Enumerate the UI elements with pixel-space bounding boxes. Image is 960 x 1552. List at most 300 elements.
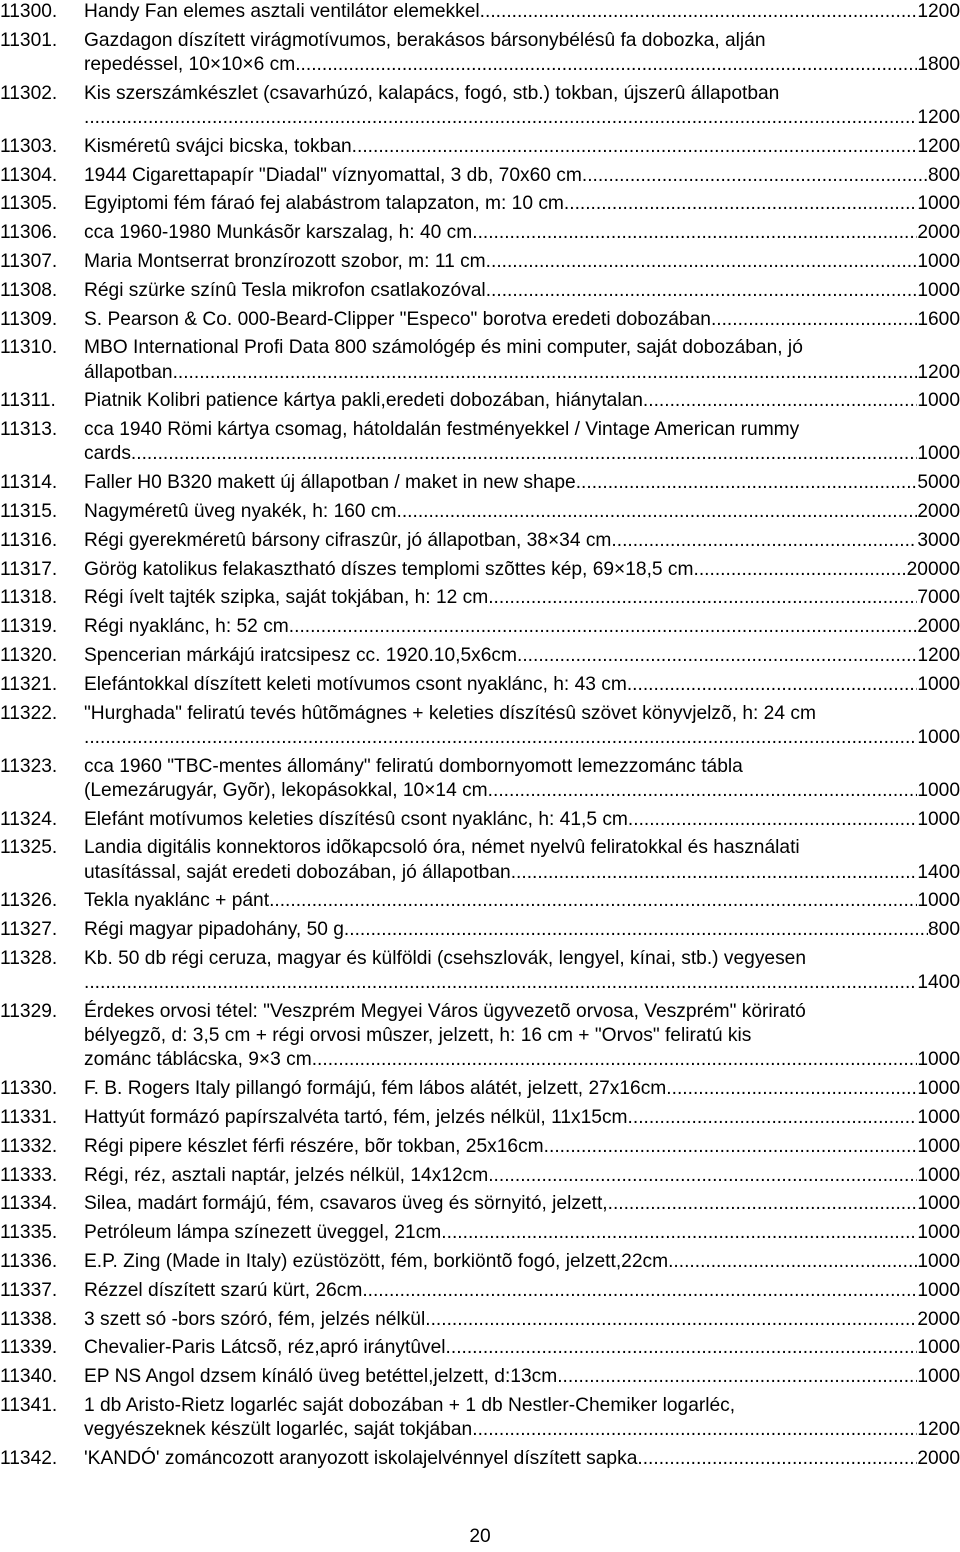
catalog-entry xyxy=(0,221,960,245)
catalog-entry xyxy=(0,0,960,24)
entry-price-line xyxy=(84,1135,960,1159)
entry-text-line: cards xyxy=(84,443,131,465)
entry-price-line xyxy=(84,673,960,697)
entry-description xyxy=(84,673,960,697)
entry-price-line xyxy=(84,1279,960,1303)
entry-text-line: Elefánt motívumos keleties díszítésû csont nyaklánc, h: 41,5 cm xyxy=(84,808,628,830)
catalog-entry xyxy=(0,615,960,639)
entry-description xyxy=(84,836,960,884)
dot-leader xyxy=(173,361,918,385)
entry-number: 11304. xyxy=(0,164,58,186)
dot-leader xyxy=(289,615,918,639)
dot-leader xyxy=(668,1250,917,1274)
entry-number: 11341. xyxy=(0,1394,58,1416)
entry-price-line xyxy=(84,644,960,668)
entry-description xyxy=(84,1106,960,1130)
catalog-entry xyxy=(0,1447,960,1471)
dot-leader xyxy=(628,1106,918,1130)
catalog-entry xyxy=(0,808,960,832)
catalog-entry xyxy=(0,1000,960,1073)
entry-price: 1000 xyxy=(917,1279,960,1301)
entry-price-line xyxy=(84,500,960,524)
entry-price-line xyxy=(84,0,960,24)
entry-price: 1000 xyxy=(917,193,960,215)
entry-price-line xyxy=(84,308,960,332)
entry-text-line: Faller H0 B320 makett új állapotban / maket in new shape xyxy=(84,472,576,494)
dot-leader xyxy=(544,1135,918,1159)
entry-number: 11331. xyxy=(0,1106,58,1128)
catalog-entry xyxy=(0,500,960,524)
dot-leader xyxy=(643,389,917,413)
dot-leader xyxy=(362,1279,917,1303)
entry-price: 1000 xyxy=(917,390,960,412)
catalog-entry xyxy=(0,558,960,582)
entry-price: 20000 xyxy=(906,558,960,580)
entry-text-line: 3 szett só -bors szóró, fém, jelzés nélkül xyxy=(84,1308,426,1330)
entry-text-line: Silea, madárt formájú, fém, csavaros üveg és sörnyitó, jelzett, xyxy=(84,1193,608,1215)
entry-price: 1200 xyxy=(917,107,960,128)
entry-number: 11315. xyxy=(0,500,58,522)
entry-price-line xyxy=(84,918,960,942)
entry-description xyxy=(84,279,960,303)
entry-price: 1200 xyxy=(917,1419,960,1441)
entry-description xyxy=(84,1394,960,1442)
entry-description xyxy=(84,0,960,24)
entry-price-line xyxy=(84,529,960,553)
entry-price-line xyxy=(84,442,960,466)
entry-text-line: Petróleum lámpa színezett üveggel, 21cm xyxy=(84,1222,442,1244)
catalog-entry xyxy=(0,1336,960,1360)
entry-text-line: 1944 Cigarettapapír "Diadal" víznyomattal, 3 db, 70x60 cm xyxy=(84,164,582,186)
entry-text-line: Chevalier-Paris Látcsõ, réz,apró iránytûvel xyxy=(84,1337,446,1359)
dot-leader xyxy=(269,889,917,913)
dot-leader xyxy=(517,644,917,668)
entry-price-line xyxy=(84,1365,960,1389)
entry-price-line xyxy=(84,1192,960,1216)
entry-text-line: vegyészeknek készült logarléc, saját tokjában xyxy=(84,1419,473,1441)
dot-leader xyxy=(446,1336,918,1360)
entry-text-line: Maria Montserrat bronzírozott szobor, m: 11 cm xyxy=(84,250,486,272)
entry-description xyxy=(84,336,960,384)
entry-text-line: Piatnik Kolibri patience kártya pakli,eredeti dobozában, hiánytalan xyxy=(84,390,643,412)
entry-number: 11333. xyxy=(0,1164,58,1186)
entry-description xyxy=(84,1250,960,1274)
entry-description xyxy=(84,1192,960,1216)
entry-number: 11325. xyxy=(0,837,58,859)
catalog-entry xyxy=(0,389,960,413)
entry-text-line: 'KANDÓ' zománcozott aranyozott iskolajelvénnyel díszített sapka xyxy=(84,1447,638,1469)
entry-description xyxy=(84,586,960,610)
dot-leader xyxy=(84,106,917,130)
entry-text-line: zománc táblácska, 9×3 cm xyxy=(84,1049,312,1071)
entry-price-line xyxy=(84,471,960,495)
entry-description xyxy=(84,1135,960,1159)
entry-number: 11320. xyxy=(0,644,58,666)
entry-price-line xyxy=(84,615,960,639)
entry-price-line xyxy=(84,779,960,803)
entry-number: 11324. xyxy=(0,808,58,830)
entry-description xyxy=(84,1447,960,1471)
entry-text-line: S. Pearson & Co. 000-Beard-Clipper "Especo" borotva eredeti dobozában xyxy=(84,308,711,330)
entry-number: 11327. xyxy=(0,919,58,941)
entry-price-line xyxy=(84,164,960,188)
entry-number: 11318. xyxy=(0,587,58,609)
catalog-entry xyxy=(0,1106,960,1130)
entry-price: 1000 xyxy=(917,443,960,465)
entry-price: 1400 xyxy=(917,861,960,883)
dot-leader xyxy=(694,558,907,582)
entry-price-line xyxy=(84,808,960,832)
entry-price-line xyxy=(84,1048,960,1072)
entry-description xyxy=(84,1077,960,1101)
entry-number: 11306. xyxy=(0,222,58,244)
entry-number: 11313. xyxy=(0,419,58,441)
catalog-entry xyxy=(0,1077,960,1101)
entry-description xyxy=(84,135,960,159)
entry-price-line xyxy=(84,1221,960,1245)
entry-description xyxy=(84,755,960,803)
entry-price: 1000 xyxy=(917,673,960,695)
entry-price: 1000 xyxy=(917,1193,960,1215)
entry-description xyxy=(84,29,960,77)
dot-leader xyxy=(84,971,917,995)
entry-number: 11340. xyxy=(0,1366,58,1388)
catalog-entry xyxy=(0,889,960,913)
entry-number: 11334. xyxy=(0,1193,58,1215)
entry-number: 11303. xyxy=(0,135,58,157)
entry-price: 2000 xyxy=(917,500,960,522)
entry-description xyxy=(84,418,960,466)
entry-number: 11319. xyxy=(0,616,58,638)
dot-leader xyxy=(576,471,918,495)
entry-description xyxy=(84,1365,960,1389)
entry-price: 1000 xyxy=(917,1135,960,1157)
entry-number: 11336. xyxy=(0,1250,58,1272)
entry-description xyxy=(84,1164,960,1188)
entry-description xyxy=(84,529,960,553)
entry-price-line xyxy=(84,53,960,77)
entry-price: 2000 xyxy=(917,1308,960,1330)
entry-text-line: Nagyméretû üveg nyakék, h: 160 cm xyxy=(84,500,397,522)
entry-number: 11314. xyxy=(0,472,58,494)
entry-number: 11317. xyxy=(0,558,58,580)
entry-number: 11308. xyxy=(0,279,58,301)
dot-leader xyxy=(352,135,918,159)
entry-number: 11332. xyxy=(0,1135,58,1157)
catalog-entry xyxy=(0,1164,960,1188)
entry-number: 11305. xyxy=(0,193,58,215)
entry-description xyxy=(84,192,960,216)
entry-number: 11330. xyxy=(0,1078,58,1100)
entry-description xyxy=(84,615,960,639)
entry-text-line: repedéssel, 10×10×6 cm xyxy=(84,54,296,75)
catalog-entry xyxy=(0,529,960,553)
entry-text-line: állapotban xyxy=(84,361,173,383)
dot-leader xyxy=(608,1192,918,1216)
dot-leader xyxy=(131,442,917,466)
catalog-entry xyxy=(0,279,960,303)
entry-price-line xyxy=(84,586,960,610)
entry-number: 11309. xyxy=(0,308,58,330)
entry-price-line xyxy=(84,1447,960,1471)
dot-leader xyxy=(84,726,917,750)
catalog-entry xyxy=(0,418,960,466)
dot-leader xyxy=(611,529,917,553)
entry-text-line: Tekla nyaklánc + pánt xyxy=(84,890,270,912)
dot-leader xyxy=(472,221,917,245)
entry-price: 1000 xyxy=(917,808,960,830)
catalog-entry xyxy=(0,918,960,942)
entry-text-line: utasítással, saját eredeti dobozában, jó állapotban xyxy=(84,861,511,883)
entry-number: 11316. xyxy=(0,529,58,551)
entry-description xyxy=(84,471,960,495)
catalog-entry xyxy=(0,1135,960,1159)
entry-text-line: Régi nyaklánc, h: 52 cm xyxy=(84,616,289,638)
entry-description xyxy=(84,500,960,524)
entry-price-line xyxy=(84,135,960,159)
dot-leader xyxy=(511,861,918,885)
catalog-entry xyxy=(0,755,960,803)
entry-price: 800 xyxy=(927,164,960,186)
entry-text-line: Egyiptomi fém fáraó fej alabástrom talapzaton, m: 10 cm xyxy=(84,193,564,215)
entry-text-line: Régi ívelt tajték szipka, saját tokjában, h: 12 cm xyxy=(84,587,489,609)
entry-text-line: MBO International Profi Data 800 számológép és mini computer, saját dobozában, jó xyxy=(84,337,803,359)
entry-price: 1000 xyxy=(917,250,960,272)
entry-number: 11307. xyxy=(0,250,58,272)
entry-text-line: cca 1940 Römi kártya csomag, hátoldalán festményekkel / Vintage American rummy xyxy=(84,419,800,441)
dot-leader xyxy=(425,1308,917,1332)
entry-text-line: Érdekes orvosi tétel: "Veszprém Megyei Város ügyvezetõ orvosa, Veszprém" körirató xyxy=(84,1000,806,1022)
entry-price: 2000 xyxy=(917,222,960,244)
entry-number: 11310. xyxy=(0,337,58,359)
entry-price-line xyxy=(84,192,960,216)
entry-description xyxy=(84,221,960,245)
entry-number: 11323. xyxy=(0,755,58,777)
entry-price-line xyxy=(84,221,960,245)
entry-price: 1000 xyxy=(917,1049,960,1071)
dot-leader xyxy=(397,500,918,524)
entry-price: 1200 xyxy=(917,1,960,22)
entry-description xyxy=(84,558,960,582)
entry-text-line: Kisméretû svájci bicska, tokban xyxy=(84,135,352,157)
entry-price: 1200 xyxy=(917,644,960,666)
entry-description xyxy=(84,164,960,188)
catalog-entry xyxy=(0,673,960,697)
entry-price-line xyxy=(84,250,960,274)
entry-text-line: F. B. Rogers Italy pillangó formájú, fém lábos alátét, jelzett, 27x16cm xyxy=(84,1078,667,1100)
dot-leader xyxy=(486,279,918,303)
entry-text-line: Régi szürke színû Tesla mikrofon csatlakozóval xyxy=(84,279,486,301)
entry-text-line: Elefántokkal díszített keleti motívumos csont nyaklánc, h: 43 cm xyxy=(84,673,627,695)
entry-price: 1200 xyxy=(917,361,960,383)
entry-number: 11302. xyxy=(0,82,58,104)
dot-leader xyxy=(488,586,917,610)
entry-price: 1800 xyxy=(917,54,960,75)
entry-price-line xyxy=(84,106,960,130)
entry-price-line xyxy=(84,1308,960,1332)
entry-text-line: Kis szerszámkészlet (csavarhúzó, kalapács, fogó, stb.) tokban, újszerû állapotban xyxy=(84,82,780,104)
entry-text-line: Landia digitális konnektoros idõkapcsoló óra, német nyelvû feliratokkal és használati xyxy=(84,837,800,859)
dot-leader xyxy=(480,0,918,24)
dot-leader xyxy=(441,1221,917,1245)
catalog-entry xyxy=(0,1192,960,1216)
catalog-entry xyxy=(0,1394,960,1442)
dot-leader xyxy=(637,1447,917,1471)
entry-description xyxy=(84,889,960,913)
catalog-entry xyxy=(0,1250,960,1274)
dot-leader xyxy=(344,918,928,942)
entry-price-line xyxy=(84,1418,960,1442)
entry-text-line: EP NS Angol dzsem kínáló üveg betéttel,jelzett, d:13cm xyxy=(84,1366,558,1388)
entry-description xyxy=(84,1308,960,1332)
entry-text-line: Régi magyar pipadohány, 50 g xyxy=(84,919,344,941)
entry-price-line xyxy=(84,861,960,885)
entry-price-line xyxy=(84,1077,960,1101)
catalog-entry xyxy=(0,135,960,159)
entry-description xyxy=(84,1221,960,1245)
dot-leader xyxy=(488,1164,917,1188)
entry-description xyxy=(84,702,960,750)
dot-leader xyxy=(486,250,918,274)
entry-text-line: cca 1960 "TBC-mentes állomány" feliratú dombornyomott lemezzománc tábla xyxy=(84,755,743,777)
entry-price-line xyxy=(84,726,960,750)
catalog-entry xyxy=(0,471,960,495)
entry-price: 1600 xyxy=(917,308,960,330)
entry-price: 1000 xyxy=(917,1078,960,1100)
dot-leader xyxy=(488,779,918,803)
entry-price-line xyxy=(84,1106,960,1130)
entry-price: 1000 xyxy=(917,726,960,748)
entry-price-line xyxy=(84,889,960,913)
entry-number: 11338. xyxy=(0,1308,58,1330)
entry-text-line: Spencerian márkájú iratcsipesz cc. 1920.10,5x6cm xyxy=(84,644,517,666)
catalog-entry xyxy=(0,586,960,610)
entry-number: 11335. xyxy=(0,1222,58,1244)
entry-number: 11322. xyxy=(0,702,58,724)
entry-description xyxy=(84,389,960,413)
entry-price: 1400 xyxy=(917,972,960,994)
entry-text-line: Görög katolikus felakasztható díszes templomi szõttes kép, 69×18,5 cm xyxy=(84,558,694,580)
dot-leader xyxy=(628,808,917,832)
entry-number: 11326. xyxy=(0,890,58,912)
entry-price-line xyxy=(84,389,960,413)
entry-description xyxy=(84,1336,960,1360)
entry-text-line: cca 1960-1980 Munkásõr karszalag, h: 40 cm xyxy=(84,222,473,244)
entry-text-line: (Lemezárugyár, Gyõr), lekopásokkal, 10×14 cm xyxy=(84,779,488,801)
catalog-entry xyxy=(0,1221,960,1245)
dot-leader xyxy=(295,53,917,77)
entry-price-line xyxy=(84,361,960,385)
entry-text-line: 1 db Aristo-Rietz logarléc saját dobozában + 1 db Nestler-Chemiker logarléc, xyxy=(84,1394,736,1416)
entry-number: 11337. xyxy=(0,1279,58,1301)
entry-number: 11301. xyxy=(0,29,58,51)
entry-price-line xyxy=(84,971,960,995)
entry-text-line: Handy Fan elemes asztali ventilátor elemekkel xyxy=(84,1,480,22)
entry-text-line: Régi pipere készlet férfi részére, bõr tokban, 25x16cm xyxy=(84,1135,544,1157)
catalog-entry xyxy=(0,1308,960,1332)
entry-text-line: Kb. 50 db régi ceruza, magyar és külföldi (csehszlovák, lengyel, kínai, stb.) vegyesen xyxy=(84,947,807,969)
entry-text-line: E.P. Zing (Made in Italy) ezüstözött, fém, borkiöntõ fogó, jelzett,22cm xyxy=(84,1250,669,1272)
catalog-entry xyxy=(0,192,960,216)
entry-description xyxy=(84,1000,960,1073)
entry-text-line: Rézzel díszített szarú kürt, 26cm xyxy=(84,1279,363,1301)
entry-price: 800 xyxy=(927,919,960,941)
catalog-entry xyxy=(0,308,960,332)
dot-leader xyxy=(711,308,917,332)
entry-description xyxy=(84,250,960,274)
catalog-entry xyxy=(0,82,960,130)
entry-description xyxy=(84,82,960,130)
entry-text-line: Gazdagon díszített virágmotívumos, berakásos bársonybélésû fa dobozka, alján xyxy=(84,29,766,51)
entry-price-line xyxy=(84,1164,960,1188)
dot-leader xyxy=(472,1418,917,1442)
entry-description xyxy=(84,644,960,668)
catalog-entry xyxy=(0,164,960,188)
catalog-entry xyxy=(0,29,960,77)
entry-price-line xyxy=(84,558,960,582)
catalog-entry xyxy=(0,836,960,884)
entry-number: 11300. xyxy=(0,1,58,22)
entry-description xyxy=(84,918,960,942)
entry-text-line: Régi, réz, asztali naptár, jelzés nélkül, 14x12cm xyxy=(84,1164,489,1186)
dot-leader xyxy=(582,164,928,188)
dot-leader xyxy=(627,673,917,697)
entry-price: 3000 xyxy=(917,529,960,551)
entry-price: 5000 xyxy=(917,472,960,494)
entry-description xyxy=(84,808,960,832)
page-number: 20 xyxy=(469,1526,491,1547)
entry-price: 1000 xyxy=(917,1106,960,1128)
entry-price: 1000 xyxy=(917,1250,960,1272)
entry-description xyxy=(84,308,960,332)
entry-number: 11321. xyxy=(0,673,58,695)
entry-price: 2000 xyxy=(917,616,960,638)
dot-leader xyxy=(557,1365,917,1389)
entry-price: 1000 xyxy=(917,1222,960,1244)
entry-description xyxy=(84,947,960,995)
entry-price-line xyxy=(84,279,960,303)
catalog-entry xyxy=(0,336,960,384)
entry-text-line: Hattyút formázó papírszalvéta tartó, fém, jelzés nélkül, 11x15cm xyxy=(84,1106,628,1128)
entry-number: 11329. xyxy=(0,1000,58,1022)
entry-price: 1000 xyxy=(917,779,960,801)
entry-text-line: Régi gyerekméretû bársony cifraszûr, jó állapotban, 38×34 cm xyxy=(84,529,612,551)
entry-text-line: bélyegzõ, d: 3,5 cm + régi orvosi mûszer, jelzett, h: 16 cm + "Orvos" feliratú kis xyxy=(84,1025,752,1047)
dot-leader xyxy=(666,1077,917,1101)
entry-price: 1000 xyxy=(917,1337,960,1359)
entry-price: 2000 xyxy=(917,1447,960,1469)
catalog-entry xyxy=(0,250,960,274)
dot-leader xyxy=(564,192,917,216)
catalog-entry xyxy=(0,702,960,750)
entry-price: 7000 xyxy=(917,587,960,609)
catalog-entry xyxy=(0,644,960,668)
entry-price: 1000 xyxy=(917,890,960,912)
entry-number: 11339. xyxy=(0,1337,58,1359)
entry-price: 1000 xyxy=(917,279,960,301)
entry-price-line xyxy=(84,1336,960,1360)
entry-number: 11342. xyxy=(0,1447,58,1469)
entry-price: 1200 xyxy=(917,135,960,157)
catalog-entry xyxy=(0,947,960,995)
entry-price: 1000 xyxy=(917,1164,960,1186)
entry-text-line: "Hurghada" feliratú tevés hûtõmágnes + keleties díszítésû szövet könyvjelzõ, h: 24 cm xyxy=(84,702,816,724)
entry-description xyxy=(84,1279,960,1303)
dot-leader xyxy=(312,1048,918,1072)
entry-number: 11311. xyxy=(0,390,56,412)
entry-price-line xyxy=(84,1250,960,1274)
catalog-entry xyxy=(0,1365,960,1389)
